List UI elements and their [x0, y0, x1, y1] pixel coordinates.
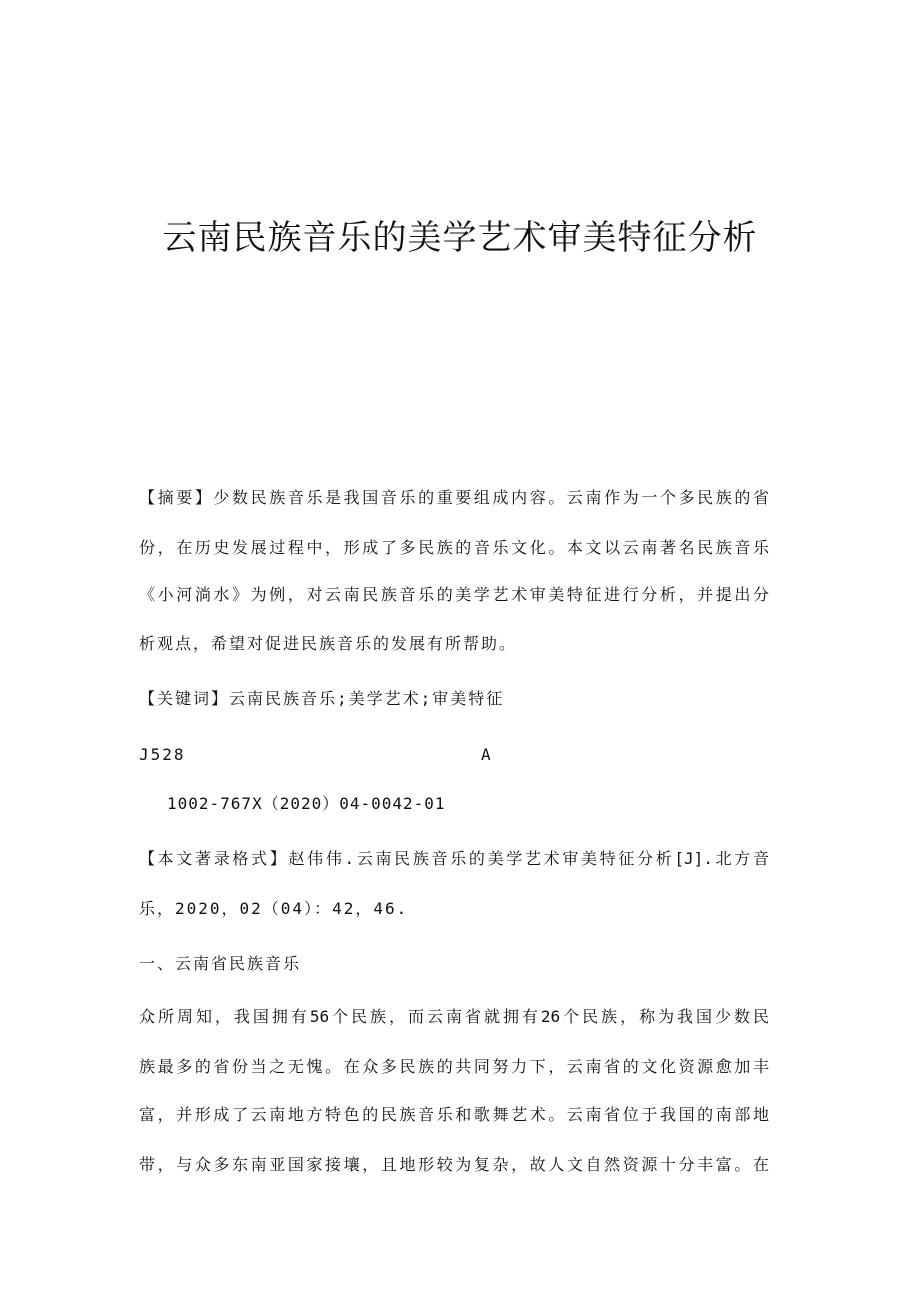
body-line: 富，并形成了云南地方特色的民族音乐和歌舞艺术。云南省位于我国的南部地	[139, 1105, 769, 1124]
body-line: 带，与众多东南亚国家接壤，且地形较为复杂，故人文自然资源十分丰富。在	[139, 1155, 769, 1174]
clc-number: J528	[139, 745, 186, 764]
paper-title: 云南民族音乐的美学艺术审美特征分析	[162, 218, 758, 258]
abstract-line: 析观点，希望对促进民族音乐的发展有所帮助。	[139, 634, 518, 653]
citation-line: 【本文著录格式】赵伟伟.云南民族音乐的美学艺术审美特征分析[J].北方音	[139, 849, 769, 868]
article-id: 1002-767X（2020）04-0042-01	[167, 794, 446, 813]
body-line: 族最多的省份当之无愧。在众多民族的共同努力下，云南省的文化资源愈加丰	[139, 1057, 769, 1076]
document-code: A	[481, 745, 493, 764]
abstract-line: 【摘要】少数民族音乐是我国音乐的重要组成内容。云南作为一个多民族的省	[139, 488, 769, 507]
section-heading: 一、云南省民族音乐	[139, 954, 302, 973]
keywords: 【关键词】云南民族音乐;美学艺术;审美特征	[139, 689, 505, 708]
abstract-line: 份，在历史发展过程中，形成了多民族的音乐文化。本文以云南著名民族音乐	[139, 538, 769, 557]
body-line: 众所周知，我国拥有56个民族，而云南省就拥有26个民族，称为我国少数民	[139, 1007, 769, 1026]
citation-line: 乐，2020，02（04）：42，46.	[139, 899, 409, 918]
abstract-line: 《小河淌水》为例，对云南民族音乐的美学艺术审美特征进行分析，并提出分	[139, 585, 769, 604]
